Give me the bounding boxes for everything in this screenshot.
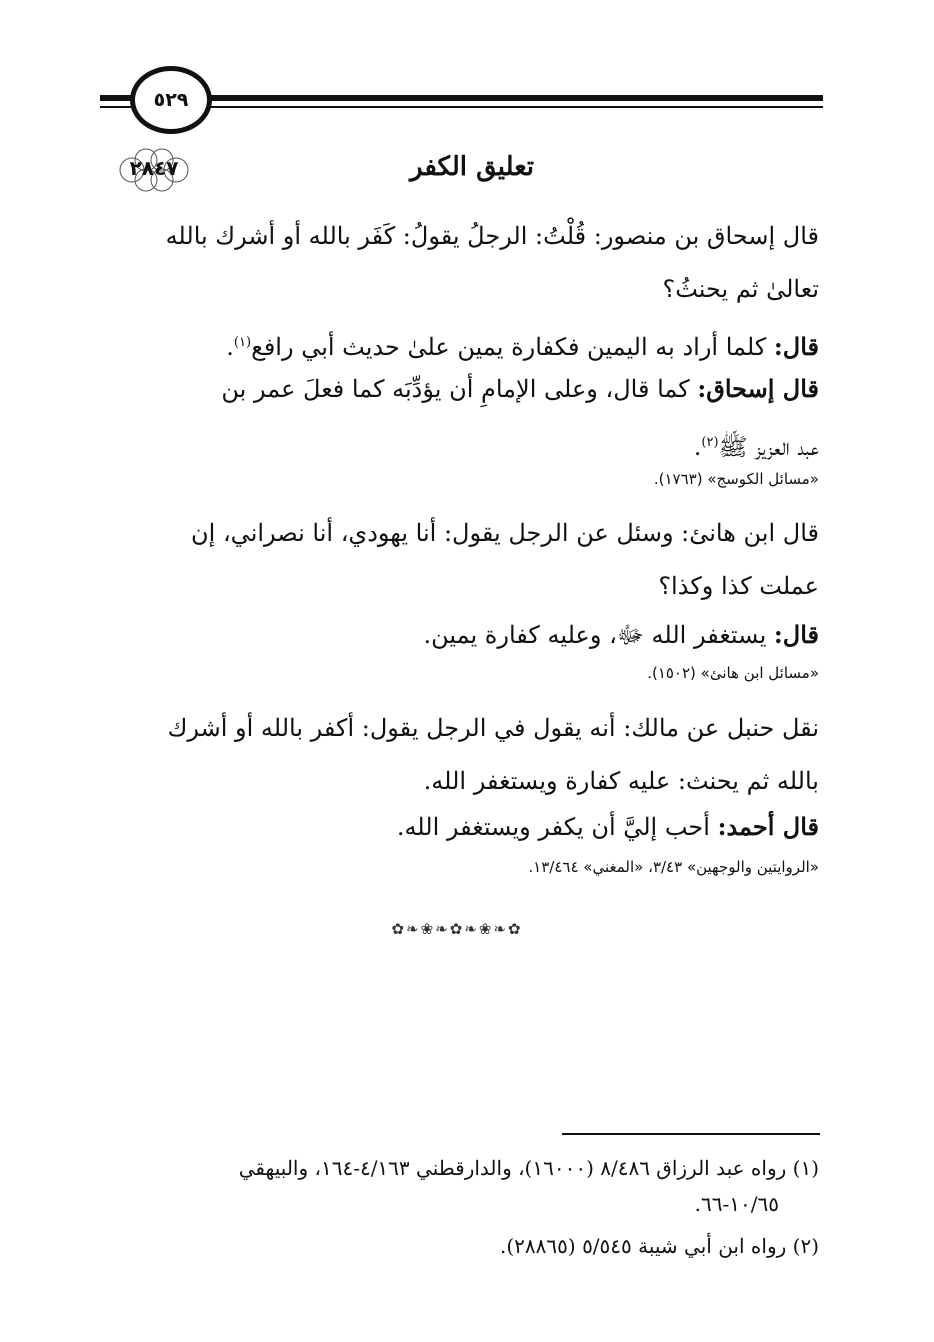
answer-text: كلما أراد به اليمين فكفارة يمين علىٰ حديث أبي رافع bbox=[251, 333, 767, 361]
paragraph-question-1 bbox=[99, 210, 819, 316]
footnote-text: رواه ابن أبي شيبة ٥/٥٤٥ (٢٨٨٦٥). bbox=[500, 1234, 787, 1258]
text-line: كما قال، وعلى الإمامِ أن يؤدِّبَه كما فعلَ عمر بن bbox=[221, 375, 690, 403]
speaker-label: قال: bbox=[773, 620, 819, 649]
entry-title: تعليق الكفر bbox=[410, 152, 534, 182]
page-number-badge bbox=[130, 66, 212, 134]
entry-number-emblem bbox=[118, 148, 190, 192]
footnote-number: (٢) bbox=[792, 1234, 819, 1258]
footnote-ref-2: (٢) bbox=[701, 435, 719, 450]
paragraph-answer-2 bbox=[99, 608, 819, 662]
paragraph-question-2 bbox=[99, 507, 819, 613]
source-citation-1: «مسائل الكوسج» (١٧٦٣). bbox=[653, 470, 819, 488]
footnote-1 bbox=[99, 1150, 819, 1222]
text-line: نقل حنبل عن مالك: أنه يقول في الرجل يقول: أكفر بالله أو أشرك bbox=[167, 714, 819, 742]
source-citation-2: «مسائل ابن هانئ» (١٥٠٢). bbox=[647, 664, 819, 682]
footnote-text: ١٠/٦٥-٦٦. bbox=[694, 1192, 779, 1216]
paragraph-hanbal bbox=[99, 702, 819, 808]
speaker-label: قال أحمد: bbox=[717, 812, 819, 841]
footnote-text: رواه عبد الرزاق ٨/٤٨٦ (١٦٠٠٠)، والدارقطني ٤/١٦٣-١٦٤، والبيهقي bbox=[238, 1156, 787, 1180]
answer-text: يستغفر الله ﷻ، وعليه كفارة يمين. bbox=[423, 621, 767, 649]
source-citation-3: «الروايتين والوجهين» ٣/٤٣، «المغني» ١٣/٤٦٤. bbox=[528, 858, 819, 876]
text-line: بالله ثم يحنث: عليه كفارة ويستغفر الله. bbox=[423, 767, 819, 795]
footnote-separator bbox=[562, 1133, 820, 1135]
paragraph-ishaq: قال إسحاق: كما قال، وعلى الإمامِ أن يؤدِّبَه كما فعلَ عمر بن عبد العزيز ﷺ$^{(٢)}$. bbox=[221, 374, 819, 461]
section-divider-ornament: ✿❧❀❧✿❧❀❧✿ bbox=[391, 920, 523, 938]
text-line: قال إسحاق بن منصور: قُلْتُ: الرجلُ يقولُ: كَفَر بالله أو أشرك بالله bbox=[165, 222, 819, 250]
text-line: قال ابن هانئ: وسئل عن الرجل يقول: أنا يهودي، أنا نصراني، إن bbox=[191, 519, 819, 547]
speaker-label: قال إسحاق: bbox=[697, 374, 819, 403]
footnote-2 bbox=[99, 1228, 819, 1264]
footnote-ref-1: (١) bbox=[233, 335, 252, 350]
page-number: ٥٢٩ bbox=[153, 89, 189, 111]
answer-text: أحب إليَّ أن يكفر ويستغفر الله. bbox=[396, 813, 710, 841]
paragraph-answer-1: قال: كلما أراد به اليمين فكفارة يمين علىٰ حديث أبي رافع$^{(١)}$. bbox=[226, 332, 819, 361]
speaker-label: قال: bbox=[773, 332, 819, 361]
text-line: تعالىٰ ثم يحنثُ؟ bbox=[662, 275, 819, 303]
text-line: عملت كذا وكذا؟ bbox=[658, 572, 819, 600]
footnote-number: (١) bbox=[792, 1156, 819, 1180]
text-line: عبد العزيز ﷺ bbox=[718, 433, 819, 461]
paragraph-ahmad bbox=[99, 800, 819, 854]
entry-number: ٢٨٤٧ bbox=[129, 156, 179, 180]
